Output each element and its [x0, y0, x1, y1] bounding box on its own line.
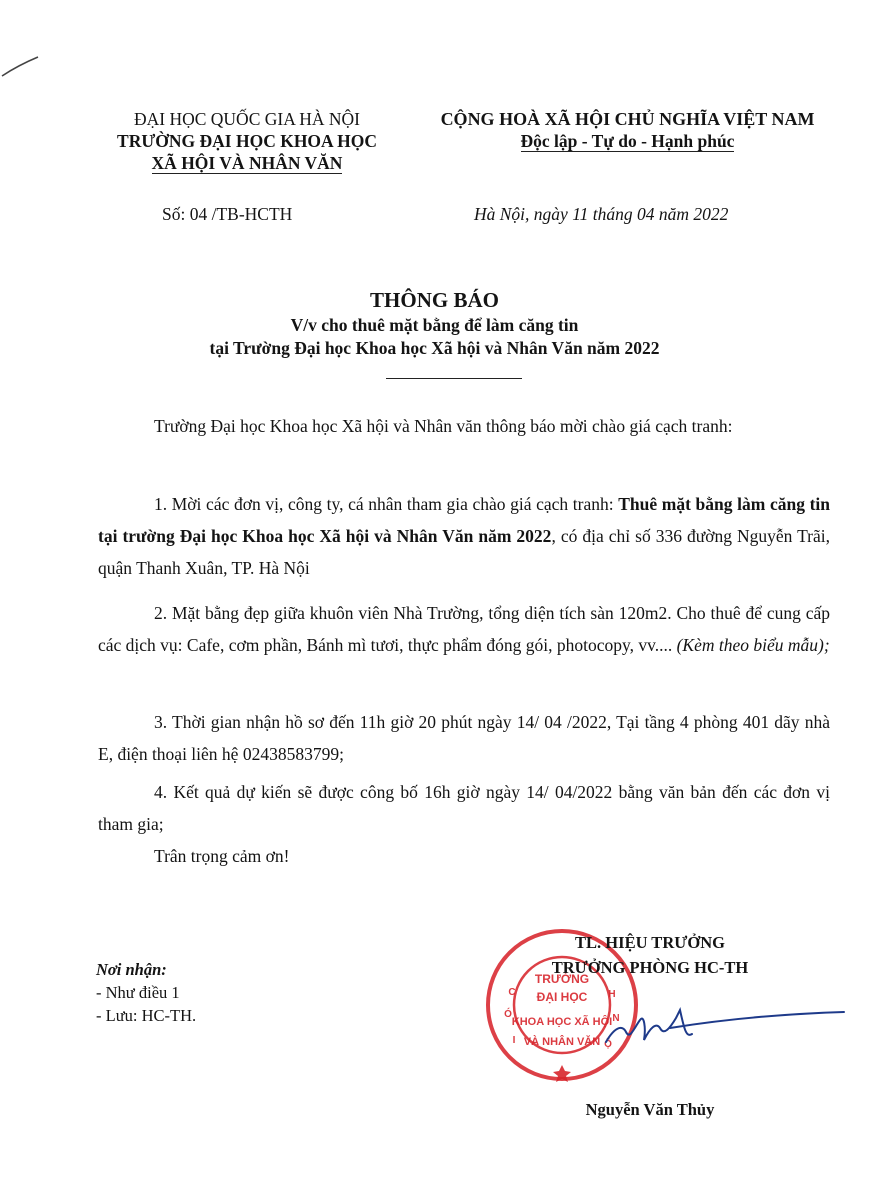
national-motto: Độc lập - Tự do - Hạnh phúc — [520, 131, 735, 151]
svg-text:H: H — [608, 989, 616, 1000]
svg-text:VÀ NHÂN VĂN: VÀ NHÂN VĂN — [523, 1036, 601, 1048]
svg-text:KHOA HỌC XÃ HỘI: KHOA HỌC XÃ HỘI — [511, 1016, 613, 1028]
item-1-text-bold: Thuê mặt bằng làm căng tin tại trường Đại học Khoa học Xã hội và Nhân Văn năm 2022 — [98, 494, 830, 546]
item-1-text-start: 1. Mời các đơn vị, công ty, cá nhân tham gia chào giá cạch tranh: — [154, 494, 619, 514]
recipient-item: - Như điều 1 — [96, 983, 180, 1002]
item-2-paragraph — [98, 597, 830, 661]
item-3-text: 3. Thời gian nhận hồ sơ đến 11h giờ 20 phút ngày 14/ 04 /2022, Tại tầng 4 phòng 401 dãy nhà E, điện thoại liên hệ 02438583799; — [98, 712, 830, 764]
signer-authority: TL. HIỆU TRƯỞNG — [575, 933, 725, 952]
country-name: CỘNG HOÀ XÃ HỘI CHỦ NGHĨA VIỆT NAM — [440, 109, 815, 129]
document-date: Hà Nội, ngày 11 tháng 04 năm 2022 — [474, 204, 729, 224]
svg-text:C: C — [508, 987, 516, 998]
signer-name: Nguyễn Văn Thủy — [585, 1100, 715, 1119]
svg-text:ĐẠI HỌC: ĐẠI HỌC — [536, 990, 588, 1004]
recipient-item: - Lưu: HC-TH. — [96, 1006, 197, 1025]
svg-text:TRƯỜNG: TRƯỜNG — [534, 972, 590, 986]
parent-organization: ĐẠI HỌC QUỐC GIA HÀ NỘI — [133, 109, 361, 129]
national-header — [400, 108, 855, 152]
university-name-line2: XÃ HỘI VÀ NHÂN VĂN — [151, 153, 343, 173]
item-4-text: 4. Kết quả dự kiến sẽ được công bố 16h giờ ngày 14/ 04/2022 bằng văn bản đến các đơn vị tham gia; — [98, 782, 830, 834]
svg-text:I: I — [512, 1035, 516, 1046]
university-name-line1: TRƯỜNG ĐẠI HỌC KHOA HỌC — [117, 131, 377, 151]
intro-text: Trường Đại học Khoa học Xã hội và Nhân văn thông báo mời chào giá cạch tranh: — [154, 416, 733, 436]
item-3-paragraph — [98, 706, 830, 770]
document-number: Số: 04 /TB-HCTH — [162, 204, 293, 224]
item-2-text: 2. Mặt bằng đẹp giữa khuôn viên Nhà Trường, tổng diện tích sàn 120m2. Cho thuê để cung cấp các dịch vụ: Cafe, cơm phần, Bánh mì tươi, thực phẩm đóng gói, photocopy, vv.... — [98, 603, 830, 655]
title-subject-line2: tại Trường Đại học Khoa học Xã hội và Nhân Văn năm 2022 — [209, 338, 660, 358]
item-1-text-end: , có địa chỉ số 336 đường Nguyễn Trãi, quận Thanh Xuân, TP. Hà Nội — [98, 526, 830, 578]
handwritten-signature — [600, 998, 850, 1058]
title-subject-line1: V/v cho thuê mặt bằng để làm căng tin — [290, 315, 579, 335]
recipients-heading: Nơi nhận: — [96, 960, 167, 979]
document-title — [0, 286, 869, 360]
title-main: THÔNG BÁO — [370, 288, 499, 312]
item-4-paragraph — [98, 776, 830, 840]
signature-block — [520, 930, 780, 980]
item-2-note: (Kèm theo biểu mẫu); — [676, 635, 830, 655]
closing-line: Trân trọng cảm ơn! — [154, 846, 290, 866]
svg-text:Ộ: Ộ — [604, 1039, 612, 1050]
intro-paragraph — [98, 410, 830, 442]
signer-position: TRƯỞNG PHÒNG HC-TH — [551, 958, 749, 977]
issuing-organization-header — [88, 108, 406, 174]
title-divider — [386, 378, 522, 379]
recipients-block — [96, 958, 196, 1027]
svg-text:N: N — [612, 1013, 620, 1024]
pen-scratch-mark — [0, 40, 60, 80]
item-1-paragraph — [98, 488, 830, 584]
svg-text:Ó: Ó — [504, 1009, 512, 1020]
